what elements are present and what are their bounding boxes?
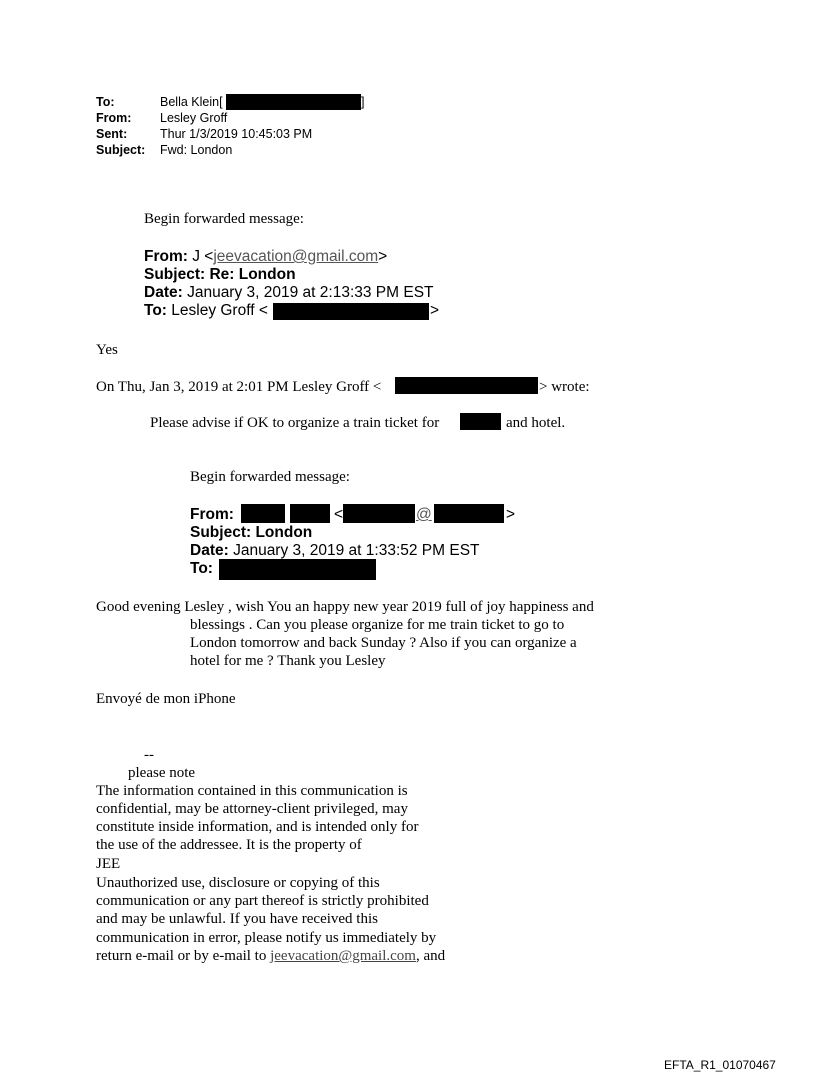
redaction-bar [241,504,285,523]
forward-from-name: J < [192,248,214,265]
forward-date-value: January 3, 2019 at 2:13:33 PM EST [187,284,434,301]
disclaimer-line [96,947,445,965]
from-label: From: [96,111,132,125]
to-value: Bella Klein[ [160,95,223,109]
forward-subject-value: Re: London [209,266,296,283]
forward-intro: Begin forwarded message: [190,469,350,485]
disclaimer-note: please note [128,765,196,781]
forward-from-line [144,248,387,266]
redaction-bar [273,303,429,320]
sent-value: Thur 1/3/2019 10:45:03 PM [160,127,313,141]
message-line: hotel for me ? Thank you Lesley [190,653,386,669]
advise-suffix: and hotel. [506,415,566,431]
redaction-bar [343,504,415,523]
disclaimer-email-link[interactable]: jeevacation@gmail.com [270,948,416,964]
email-gt: > [506,506,516,523]
redaction-bar [226,94,361,110]
document-id: EFTA_R1_01070467 [664,1058,776,1072]
forward-subject-value: London [255,524,313,541]
reply-text: Yes [96,342,118,358]
from-value: Lesley Groff [160,111,228,125]
signoff: Envoyé de mon iPhone [96,691,236,707]
forward-from-label: From: [190,506,234,523]
forward-subject-label: Subject: [144,266,206,283]
forward-from-label: From: [144,248,188,265]
disclaimer-line: the use of the addressee. It is the property of [96,837,362,853]
signature-dashes: -- [144,747,154,763]
forward-to-label: To: [144,302,167,319]
forward-date-label: Date: [144,284,183,301]
forward-subject-line [144,266,296,284]
subject-value: Fwd: London [160,143,233,157]
disclaimer-line: confidential, may be attorney-client privileged, may [96,801,408,817]
to-label: To: [96,95,115,109]
message-line: London tomorrow and back Sunday ? Also if you can organize a [190,635,577,651]
forward-to-value: Lesley Groff < [171,302,268,319]
disclaimer-line: JEE [96,856,121,872]
to-close: ] [361,95,365,109]
forward-subject-line [190,524,312,542]
disclaimer-line: communication in error, please notify us immediately by [96,930,437,946]
subject-label: Subject: [96,143,146,157]
redaction-bar [395,377,538,394]
disclaimer-line: The information contained in this communication is [96,783,408,799]
forward-subject-label: Subject: [190,524,252,541]
disclaimer-line: communication or any part thereof is strictly prohibited [96,893,429,909]
advise-prefix: Please advise if OK to organize a train ticket for [150,415,440,431]
disclaimer-line-suffix: , and [415,948,446,964]
sent-label: Sent: [96,127,128,141]
disclaimer-line: constitute inside information, and is intended only for [96,819,419,835]
forward-date-label: Date: [190,542,229,559]
disclaimer-line: Unauthorized use, disclosure or copying of this [96,875,380,891]
sender-email-link[interactable]: jeevacation@gmail.com [213,248,379,265]
redaction-bar [434,504,504,523]
email-lt: < [334,506,344,523]
forward-to-label: To: [190,560,213,577]
redaction-bar [460,413,501,430]
wrote-line-prefix: On Thu, Jan 3, 2019 at 2:01 PM Lesley Groff < [96,379,382,395]
redaction-bar [219,559,376,580]
wrote-line-suffix: > wrote: [539,379,590,395]
forward-to-line [144,302,268,320]
forward-date-line [190,542,480,560]
forward-date-line [144,284,434,302]
email-at: @ [416,506,432,523]
redaction-bar [290,504,330,523]
forward-date-value: January 3, 2019 at 1:33:52 PM EST [233,542,480,559]
forward-intro: Begin forwarded message: [144,211,304,227]
disclaimer-line-prefix: return e-mail or by e-mail to [96,948,271,964]
disclaimer-line: and may be unlawful. If you have received this [96,911,378,927]
message-line: blessings . Can you please organize for me train ticket to go to [190,617,565,633]
message-line: Good evening Lesley , wish You an happy new year 2019 full of joy happiness and [96,599,594,615]
forward-to-close: > [430,302,440,319]
forward-from-close: > [378,248,388,265]
